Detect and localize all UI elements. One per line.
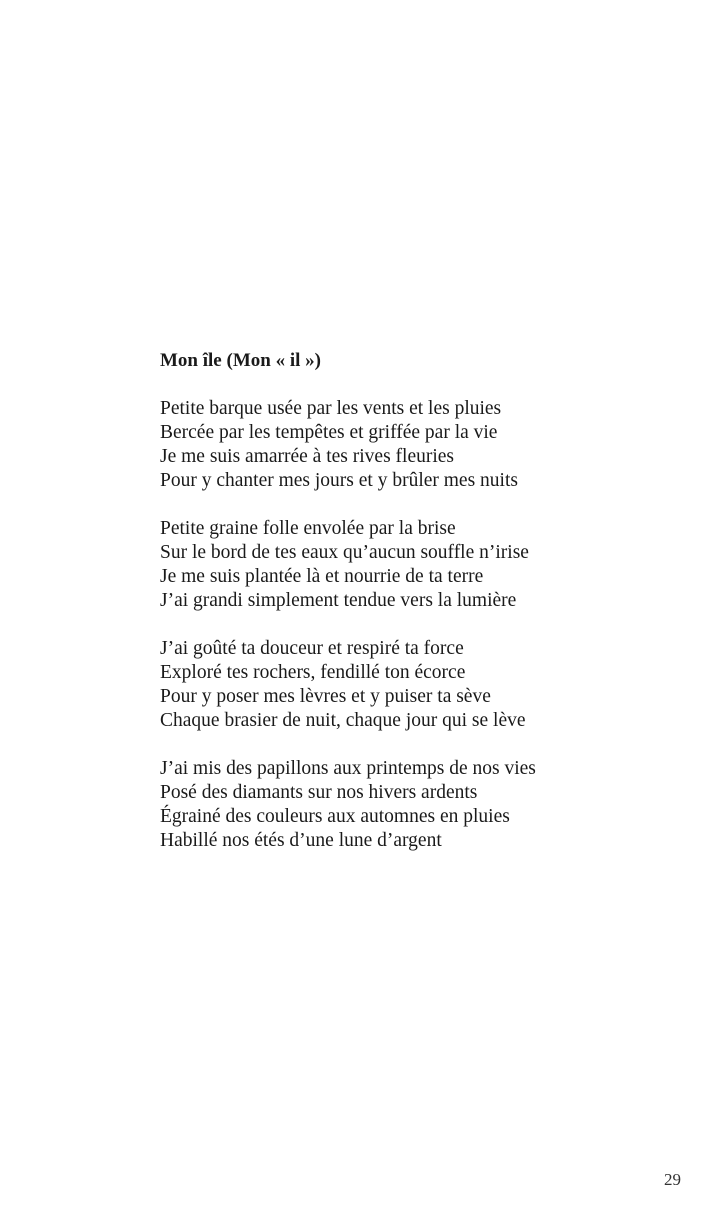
poem-line: Pour y chanter mes jours et y brûler mes nuits — [160, 470, 518, 491]
poem-line: Habillé nos étés d’une lune d’argent — [160, 830, 442, 851]
poem-line: Bercée par les tempêtes et griffée par la vie — [160, 422, 498, 443]
poem-line: Exploré tes rochers, fendillé ton écorce — [160, 662, 466, 683]
stanza-2 — [160, 517, 700, 613]
stanza-3 — [160, 637, 700, 733]
poem-title: Mon île (Mon « il ») — [160, 350, 321, 371]
poem-line: Sur le bord de tes eaux qu’aucun souffle n’irise — [160, 542, 529, 563]
poem-line: Égrainé des couleurs aux automnes en pluies — [160, 806, 510, 827]
page-number: 29 — [664, 1170, 681, 1189]
poem — [160, 349, 700, 877]
poem-line: Petite barque usée par les vents et les pluies — [160, 398, 502, 419]
poem-line: J’ai mis des papillons aux printemps de nos vies — [160, 758, 536, 779]
poem-line: Je me suis amarrée à tes rives fleuries — [160, 446, 455, 467]
poem-line: Chaque brasier de nuit, chaque jour qui se lève — [160, 710, 526, 731]
poem-line: Je me suis plantée là et nourrie de ta terre — [160, 566, 484, 587]
poem-line: Petite graine folle envolée par la brise — [160, 518, 456, 539]
poem-line: Posé des diamants sur nos hivers ardents — [160, 782, 478, 803]
stanza-4 — [160, 757, 700, 853]
poem-line: Pour y poser mes lèvres et y puiser ta sève — [160, 686, 491, 707]
stanza-1 — [160, 397, 700, 493]
poem-line: J’ai grandi simplement tendue vers la lumière — [160, 590, 517, 611]
poem-line: J’ai goûté ta douceur et respiré ta force — [160, 638, 464, 659]
